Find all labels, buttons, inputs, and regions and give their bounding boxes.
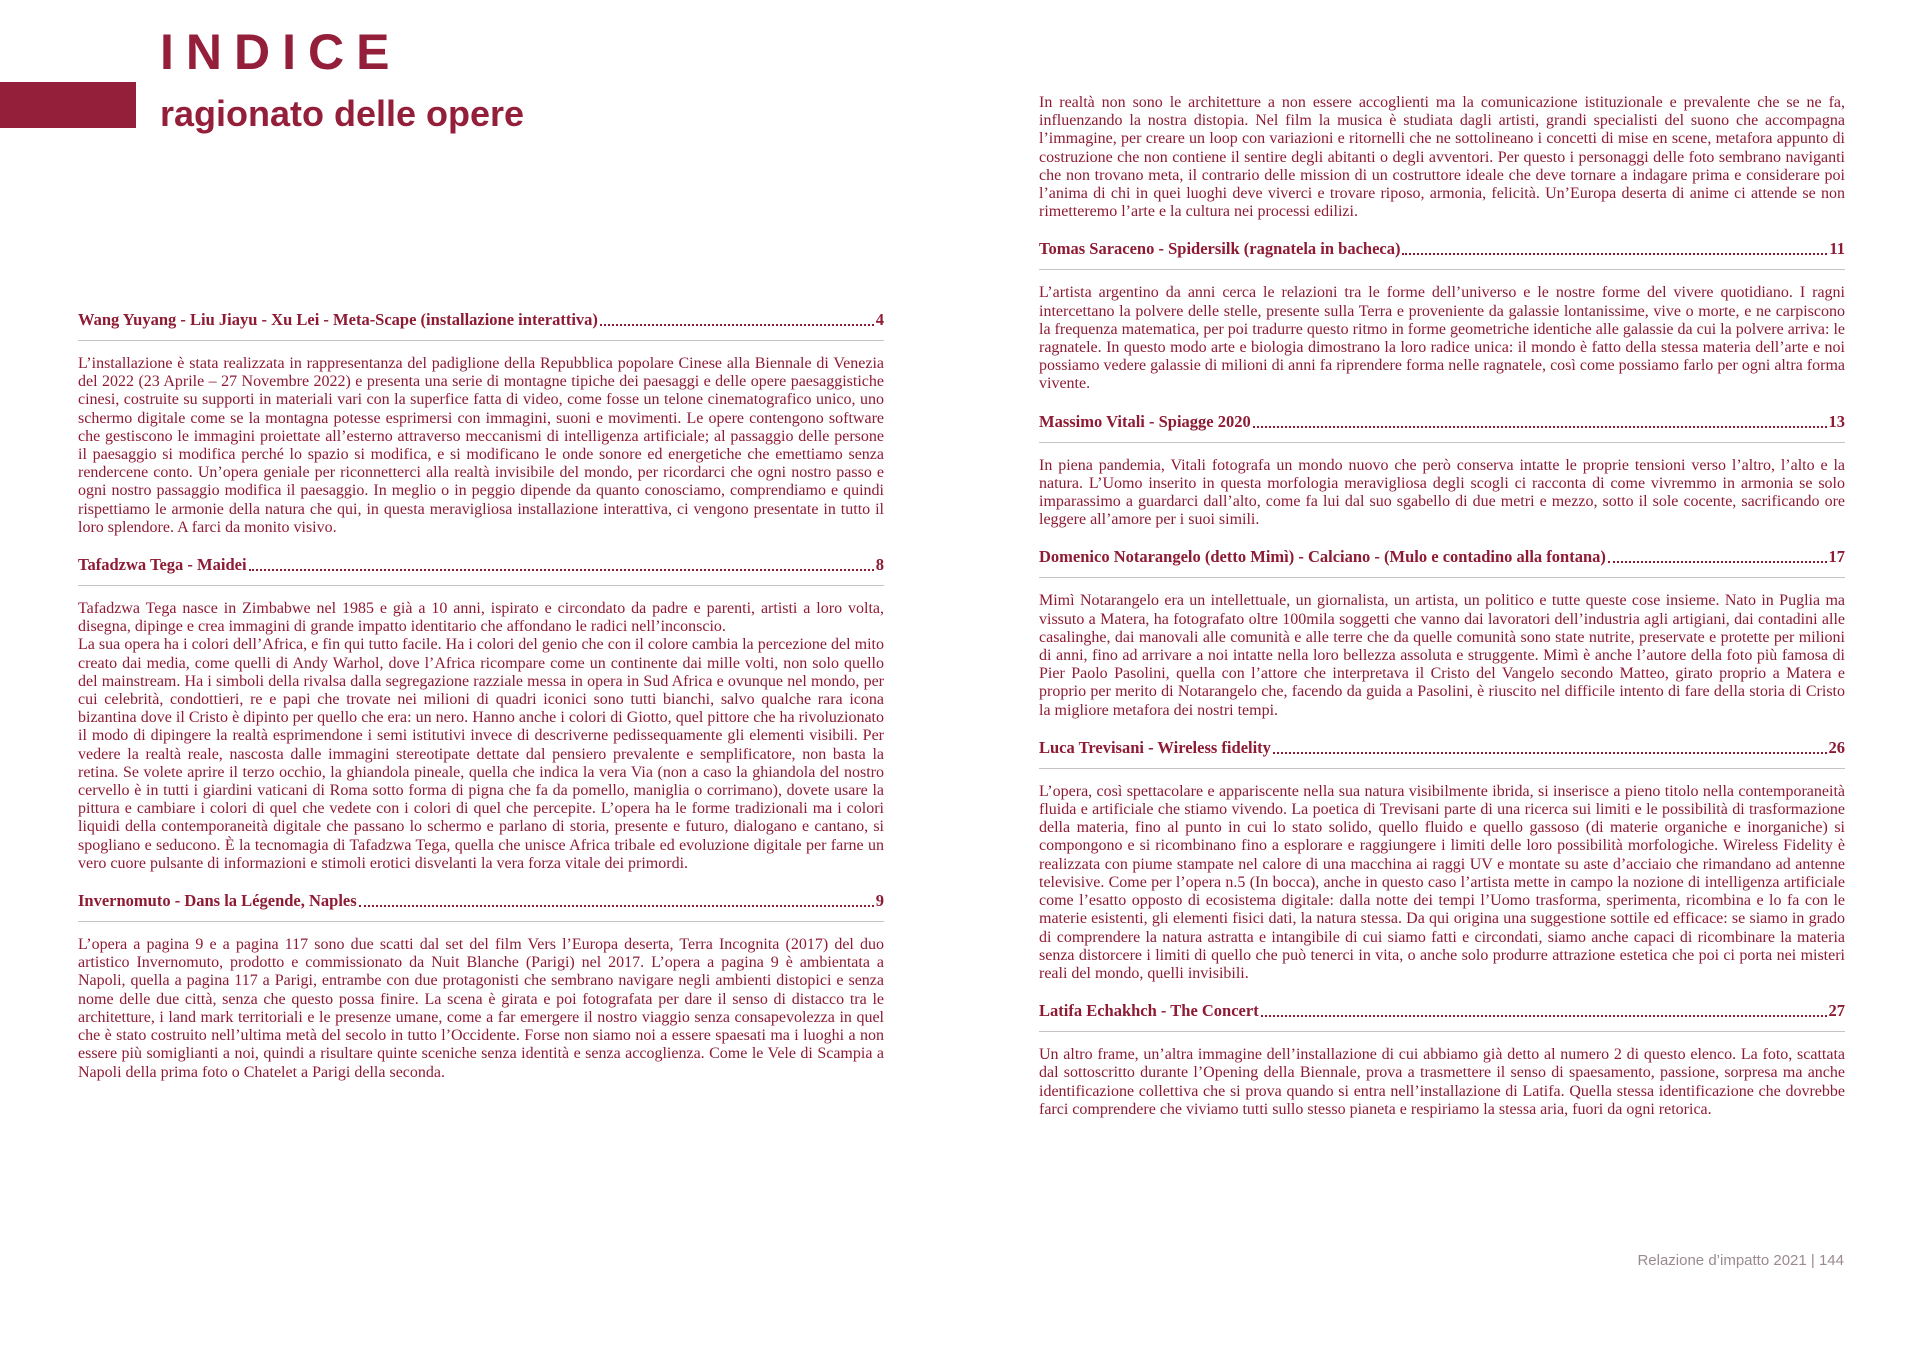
entry-heading[interactable] (1039, 547, 1845, 578)
footer-label: Relazione d’impatto 2021 (1637, 1252, 1807, 1269)
entry-body: In piena pandemia, Vitali fotografa un mondo nuovo che però conserva intatte le proprie tensioni verso l’altro, l’alto e la natura. L’Uomo inserito in questa morfologia meravigliosa degli scogli ci racconta di come vivremmo in armonia se solo imparassimo a guardarci dall’alto, come fa lui dal suo sgabello di due metri e mezzo, sotto il sole cocente, sacrificando ore leggere all’amore per i suoi simili. (1039, 456, 1845, 529)
entry-title: Massimo Vitali - Spiagge 2020 (1039, 411, 1251, 431)
entry-title: Invernomuto - Dans la Légende, Naples (78, 891, 357, 911)
leader-dots (1402, 252, 1827, 255)
entry-page-number: 17 (1828, 547, 1845, 567)
leader-dots (600, 323, 874, 326)
title-accent-bar (0, 82, 136, 128)
entry-page-number: 13 (1828, 411, 1845, 431)
page-footer (1637, 1252, 1844, 1269)
entry-title: Wang Yuyang - Liu Jiayu - Xu Lei - Meta-Scape (installazione interattiva) (78, 310, 598, 329)
entry-body: L’installazione è stata realizzata in rappresentanza del padiglione della Repubblica popolare Cinese alla Biennale di Venezia del 2022 (23 Aprile – 27 Novembre 2022) e presenta una serie di montagne tipiche dei paesaggi e delle opere paesaggistiche cinesi, costruite su supporti in materiali vari con la superfice fatta di video, come fosse un telone cinematografico unico, uno schermo digitale come se la montagna potesse esprimersi con immagini, suoni e movimenti. Le opere contengono software che gestiscono le immagini proiettate all’esterno attraverso meccanismi di intelligenza artificiale; al passaggio delle persone il paesaggio si modifica perché lo spazio si modifica, e si modificano le onde sonore ed energetiche che emettiamo senza rendercene conto. Un’opera geniale per riconnetterci alla realtà invisibile del mondo, per ricordarci che ogni nostro passo e ogni nostro passaggio modifica il paesaggio. In meglio o in peggio dipende da quanto conosciamo, comprendiamo e quindi rispettiamo le armonie della natura che qui, in questa meravigliosa installazione interattiva, ci vengono presentate in tutto il loro splendore. A farci da monito visivo. (78, 355, 884, 536)
entry-heading[interactable] (1039, 738, 1845, 769)
entry-heading[interactable] (1039, 412, 1845, 443)
index-entry (1039, 1001, 1845, 1119)
index-entry-continued (1039, 94, 1845, 221)
index-entry (1039, 239, 1845, 393)
entry-body: In realtà non sono le architetture a non essere accoglienti ma la comunicazione istituzionale e prevalente che se ne fa, influenzando la nostra distopia. Nel film la musica è studiata dagli artisti, grandi specialisti del suono che accompagna l’immagine, per creare un loop con variazioni e ritornelli che ne sottolineano i concetti di mise en scene, metafora appunto di costruzione che non contiene il sentire degli abitanti o degli avventori. Per questo i personaggi delle foto sembrano naviganti che non trovano meta, il contrario delle mission di un costruttore ideale che deve tornare a indagare prima e considerare poi l’anima di chi in quei luoghi deve viverci e trovare riposo, armonia, felicità. Un’Europa deserta di anime ci attende se non rimetteremo l’arte e la cultura nei processi edilizi. (1039, 94, 1845, 221)
entry-body: L’opera a pagina 9 e a pagina 117 sono due scatti dal set del film Vers l’Europa deserta, Terra Incognita (2017) del duo artistico Invernomuto, prodotto e commissionato da Nuit Blanche (Parigi) nel 2017. L’opera a pagina 9 è ambientata a Napoli, quella a pagina 117 a Parigi, entrambe con due protagonisti che sembrano navigare negli ambienti distopici e senza nome delle due città, senza che questo possa finire. La scena è girata e poi fotografata per dare il senso di distacco tra le architetture, i land mark territoriali e le presenze umane, come a far emergere il nostro viaggio senza consapevolezza in quel che è stato costruito nell’ultima metà del secolo in tutto l’Occidente. Forse non siamo noi a essere spaesati ma i luoghi a non essere più somiglianti a noi, quindi a risultare quinte sceniche senza identità e senza accoglienza. Come le Vele di Scampia a Napoli della prima foto o Chatelet a Parigi della seconda. (78, 936, 884, 1081)
entry-body: Tafadzwa Tega nasce in Zimbabwe nel 1985 e già a 10 anni, ispirato e circondato da padre e parenti, artisti a loro volta, disegna, dipinge e crea immagini di grande impatto identitario che affondano le radici nell’inconscio. La sua opera ha i colori dell’Africa, e fin qui tutto facile. Ha i colori del genio che con il colore cambia la percezione del mito creato dai media, come quelli di Andy Warhol, dove l’Africa ricompare come un continente dai mille volti, non solo quello del mainstream. Ha i simboli della rivalsa dalla segregazione razziale messa in opera in Sud Africa e ovunque nel mondo, per cui celebrità, condottieri, re e papi che trovate nei milioni di quadri iconici sono tutti bianchi, salvo qualche rara icona bizantina dove il Cristo è dipinto per quello che era: un nero. Hanno anche i colori di Giotto, quel pittore che ha rivoluzionato il modo di dipingere la realtà esprimendone i semi istitutivi invece di descriverne pedissequamente gli elementi visibili. Per vedere la realtà reale, nascosta dalle immagini stereotipate dettate dal pensiero prevalente e semplificatore, non basta la retina. Se volete aprire il terzo occhio, la ghiandola pineale, quella che indica la vera Via (non a caso la ghiandola del nostro cervello è in tutti i giardini vaticani di Roma sotto forma di pigna che fa da pomello, maniglia o corrimano), dovete usare la pittura e cambiare i colori di quel che vedete con i colori di quel che percepite. L’opera ha le forme tradizionali ma i colori liquidi della contemporaneità digitale che passano lo schermo e parlano di storia, presente e futuro, dialogano e cantano, si spogliano e seducono. È la tecnomagia di Tafadzwa Tega, quella che unisce Africa tribale ed evoluzione digitale per farne un vero cuore pulsante di informazioni e stimoli erotici disvelanti la vera forza vitale dei primordi. (78, 600, 884, 872)
leader-dots (359, 904, 874, 907)
leader-dots (1608, 560, 1827, 563)
index-entry (1039, 547, 1845, 719)
index-entry (78, 555, 884, 873)
left-column (78, 310, 884, 1100)
entry-title: Latifa Echakhch - The Concert (1039, 1001, 1259, 1021)
index-entry (78, 891, 884, 1082)
entry-heading[interactable] (78, 891, 884, 922)
footer-separator: | (1810, 1252, 1815, 1269)
entry-title: Domenico Notarangelo (detto Mimì) - Calciano - (Mulo e contadino alla fontana) (1039, 547, 1606, 567)
entry-page-number: 26 (1828, 737, 1845, 757)
entry-page-number: 9 (875, 891, 884, 911)
entry-page-number: 11 (1829, 239, 1845, 259)
index-entry (1039, 412, 1845, 530)
entry-body: Un altro frame, un’altra immagine dell’installazione di cui abbiamo già detto al numero 2 di questo elenco. La foto, scattata dal sottoscritto durante l’Opening della Biennale, prova a trasmettere il senso di spaesamento, passione, sorpresa ma anche identificazione collettiva che si prova quando si entra nell’installazione di Latifa. Quella stessa identificazione che dovrebbe farci comprendere che viviamo tutti sullo stesso pianeta e respiriamo la stessa aria, fuori da ogni retorica. (1039, 1046, 1845, 1118)
leader-dots (249, 568, 874, 571)
index-entry (78, 310, 884, 537)
entry-title: Tomas Saraceno - Spidersilk (ragnatela in bacheca) (1039, 239, 1401, 259)
entry-heading[interactable] (78, 555, 884, 586)
entry-heading[interactable] (1039, 1001, 1845, 1032)
entry-title: Tafadzwa Tega - Maidei (78, 555, 247, 575)
page-title: INDICE (160, 24, 402, 80)
entry-heading[interactable] (78, 310, 884, 341)
right-column (1039, 94, 1845, 1137)
entry-heading[interactable] (1039, 239, 1845, 270)
entry-body: L’artista argentino da anni cerca le relazioni tra le forme dell’universo e le nostre forme del vivere quotidiano. I ragni intercettano la polvere delle stelle, presente sulla Terra e proveniente da galassie lontanissime, vive o morte, e ne carpiscono la frequenza matematica, per poi tradurre questo ritmo in forme geometriche identiche alle galassie da cui la polvere arriva: le ragnatele. In questo modo arte e biologia dimostrano la loro radice unica: il mondo è fatto della stessa materia dell’arte e noi possiamo vedere galassie di milioni di anni fa riprendere forma nelle ragnatele, così come possiamo farlo per ogni altra forma vivente. (1039, 284, 1845, 393)
entry-body: L’opera, così spettacolare e appariscente nella sua natura visibilmente ibrida, si inserisce a pieno titolo nella contemporaneità fluida e artificiale che stiamo vivendo. La poetica di Trevisani parte di una ricerca sui limiti e le possibilità di trasformazione della materia, fino al punto in cui lo stato solido, quello fluido e quello gassoso (di materie organiche e inorganiche) si compongono e si ricombinano fino a esplorare e raggiungere i limiti delle loro possibilità morfologiche. Wireless Fidelity è realizzata con piume stampate nel calore di una macchina ai raggi UV e montate su aste d’acciaio che rimandano ad antenne televisive. Come per l’opera n.5 (In bocca), anche in questo caso l’artista mette in campo la nozione di intelligenza artificiale come l’esatto opposto di ecosistema digitale: dalla notte dei tempi l’Uomo trasforma, sperimenta, ricombina e lo fa con le materie esistenti, gli elementi fisici dati, la natura stessa. Da qui origina una suggestione sottile ed efficace: se siamo in grado di comprendere la natura astratta e intangibile di cui siamo fatti e circondati, siamo anche capaci di ricombinare la materia senza distorcere i limiti di quello che può tenerci in vita, o anche solo produrre attrazione estetica che poi ci porta nei misteri reali del mondo, quelli invisibili. (1039, 782, 1845, 982)
leader-dots (1273, 751, 1827, 754)
page-subtitle: ragionato delle opere (160, 93, 525, 134)
footer-page-number: 144 (1818, 1252, 1844, 1269)
entry-page-number: 4 (875, 310, 884, 329)
leader-dots (1253, 425, 1827, 428)
entry-body: Mimì Notarangelo era un intellettuale, un giornalista, un artista, un politico e tutte queste cose insieme. Nato in Puglia ma vissuto a Matera, ha fotografato oltre 100mila soggetti che vanno dai lavoratori dell’industria agli artigiani, dai contadini alle casalinghe, dai manovali alle comunità e alle terre che da quelle comunità sono state nutrite, preservate e protette per milioni di anni, fino ad arrivare a noi intatte nella loro bellezza assoluta e struggente. Mimì è anche l’autore della foto più famosa di Pier Paolo Pasolini, quella con l’attore che interpretava il Cristo del Vangelo secondo Matteo, girato proprio a Matera e proprio per merito di Notarangelo che, facendo da guida a Pasolini, è riuscito nel difficile intento di fare della storia di Cristo la migliore metafora dei nostri tempi. (1039, 592, 1845, 719)
entry-page-number: 8 (875, 555, 884, 575)
leader-dots (1261, 1014, 1827, 1017)
entry-page-number: 27 (1828, 1001, 1845, 1021)
index-entry (1039, 738, 1845, 983)
entry-title: Luca Trevisani - Wireless fidelity (1039, 737, 1271, 757)
